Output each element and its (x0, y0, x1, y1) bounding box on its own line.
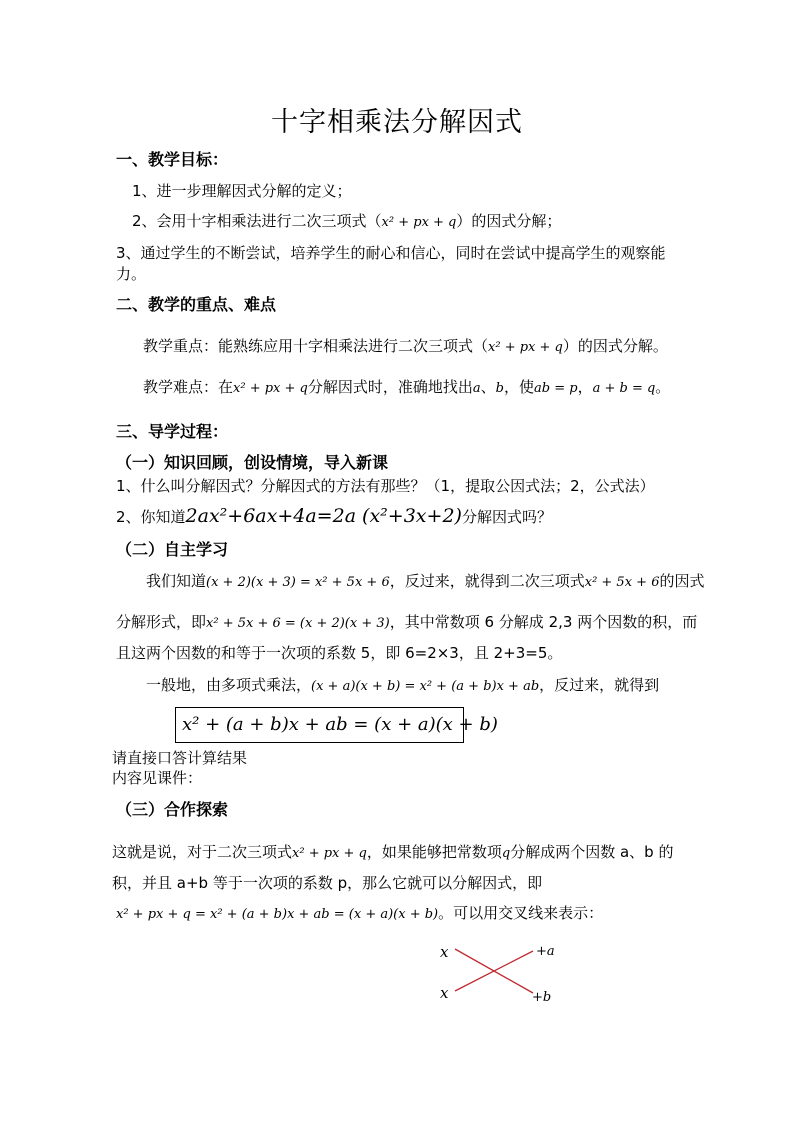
cross-right-bottom: +b (532, 990, 552, 1005)
paragraph-4-pre: 一般地，由多项式乘法， (146, 676, 312, 694)
objective-3-line2: 力。 (116, 265, 147, 283)
objective-2-post: ）的因式分解； (456, 212, 562, 230)
math-product-ab: (x + a)(x + b) = x² + (a + b)x + ab (311, 679, 540, 694)
section1-heading: 一、教学目标： (116, 150, 229, 169)
paragraph-2 (116, 612, 697, 634)
teaching-difficulty (143, 377, 670, 399)
paragraph-3: 且这两个因数的和等于一次项的系数 5，即 6=2×3，且 2+3=5。 (116, 644, 563, 662)
cross-line-up (455, 951, 533, 991)
boxed-formula (175, 707, 498, 743)
note-answer: 请直接口答计算结果 (112, 749, 248, 767)
subsection-self-study: （二）自主学习 (116, 540, 229, 559)
teaching-focus-post: ）的因式分解。 (562, 337, 668, 355)
paragraph-1 (146, 571, 704, 593)
section3-heading: 三、导学过程： (116, 422, 229, 441)
section2-heading: 二、教学的重点、难点 (116, 295, 277, 314)
explore-line-3 (116, 903, 603, 925)
math-b: b (495, 381, 504, 396)
page-title: 十字相乘法分解因式 (271, 107, 523, 138)
difficulty-sep1: 、 (480, 378, 496, 396)
explore-1-post: 分解成两个因数 a、b 的 (510, 843, 674, 861)
math-a-plus-b-eq-q: a + b = q (592, 381, 656, 396)
difficulty-sep2: ， (577, 378, 593, 396)
math-quadratic-pq: x² + px + q (381, 215, 457, 230)
objective-2 (132, 211, 561, 233)
paragraph-2-post: ，其中常数项 6 分解成 2,3 两个因数的积，而 (389, 613, 698, 631)
math-product-23: (x + 2)(x + 3) = x² + 5x + 6 (206, 575, 390, 590)
question-1: 1、什么叫分解因式？分解因式的方法有那些？（1，提取公因式法；2，公式法） (116, 477, 655, 495)
note-courseware: 内容见课件： (112, 769, 203, 787)
math-quadratic-pq: x² + px + q (292, 846, 367, 861)
paragraph-2-pre: 分解形式，即 (116, 613, 207, 631)
explore-line-1 (112, 842, 673, 864)
cross-diagram (430, 935, 570, 1010)
explore-3-post: 。可以用交叉线来表示： (438, 904, 604, 922)
paragraph-4-post: ，反过来，就得到 (539, 676, 660, 694)
objective-1: 1、进一步理解因式分解的定义； (132, 182, 352, 200)
subsection-review: （一）知识回顾，创设情境，导入新课 (116, 453, 389, 472)
difficulty-end: 。 (655, 378, 671, 396)
difficulty-mid2: ，使 (503, 378, 534, 396)
math-full-identity: x² + px + q = x² + (a + b)x + ab = (x + a)(x + b) (116, 907, 439, 922)
math-quadratic-pq: x² + px + q (233, 381, 308, 396)
paragraph-1-mid: ，反过来，就得到二次三项式 (389, 572, 585, 590)
math-a: a (472, 381, 481, 396)
question-2-pre: 2、你知道 (116, 508, 186, 526)
math-q: q (501, 846, 511, 861)
explore-1-mid: ，如果能够把常数项 (366, 843, 502, 861)
boxed-formula-text: x² + (a + b)x + ab = (x + a)(x + b) (182, 714, 498, 735)
question-2 (116, 506, 552, 527)
paragraph-4 (146, 675, 659, 697)
cross-left-top: x (440, 943, 449, 961)
objective-2-pre: 2、会用十字相乘法进行二次三项式（ (132, 212, 382, 230)
difficulty-pre: 教学难点：在 (143, 378, 234, 396)
question-2-post: 分解因式吗？ (461, 508, 552, 526)
cross-right-top: +a (536, 944, 555, 959)
math-quadratic-56: x² + 5x + 6 (584, 575, 660, 590)
objective-3-line1: 3、通过学生的不断尝试，培养学生的耐心和信心，同时在尝试中提高学生的观察能 (116, 244, 666, 262)
subsection-cooperation: （三）合作探索 (116, 800, 229, 819)
difficulty-mid: 分解因式时，准确地找出 (307, 378, 473, 396)
cross-left-bottom: x (440, 984, 449, 1002)
math-quadratic-pq: x² + px + q (488, 340, 563, 355)
math-factorization-56: x² + 5x + 6 = (x + 2)(x + 3) (206, 616, 390, 631)
teaching-focus (143, 336, 668, 358)
math-ab-eq-p: ab = p (534, 381, 578, 396)
explore-1-pre: 这就是说，对于二次三项式 (112, 843, 293, 861)
explore-line-2: 积，并且 a+b 等于一次项的系数 p，那么它就可以分解因式，即 (112, 874, 543, 892)
math-factor-example: 2ax²+6ax+4a=2a (x²+3x+2) (185, 505, 462, 527)
teaching-focus-pre: 教学重点：能熟练应用十字相乘法进行二次三项式（ (143, 337, 489, 355)
paragraph-1-post: 的因式 (659, 572, 705, 590)
paragraph-1-pre: 我们知道 (146, 572, 207, 590)
